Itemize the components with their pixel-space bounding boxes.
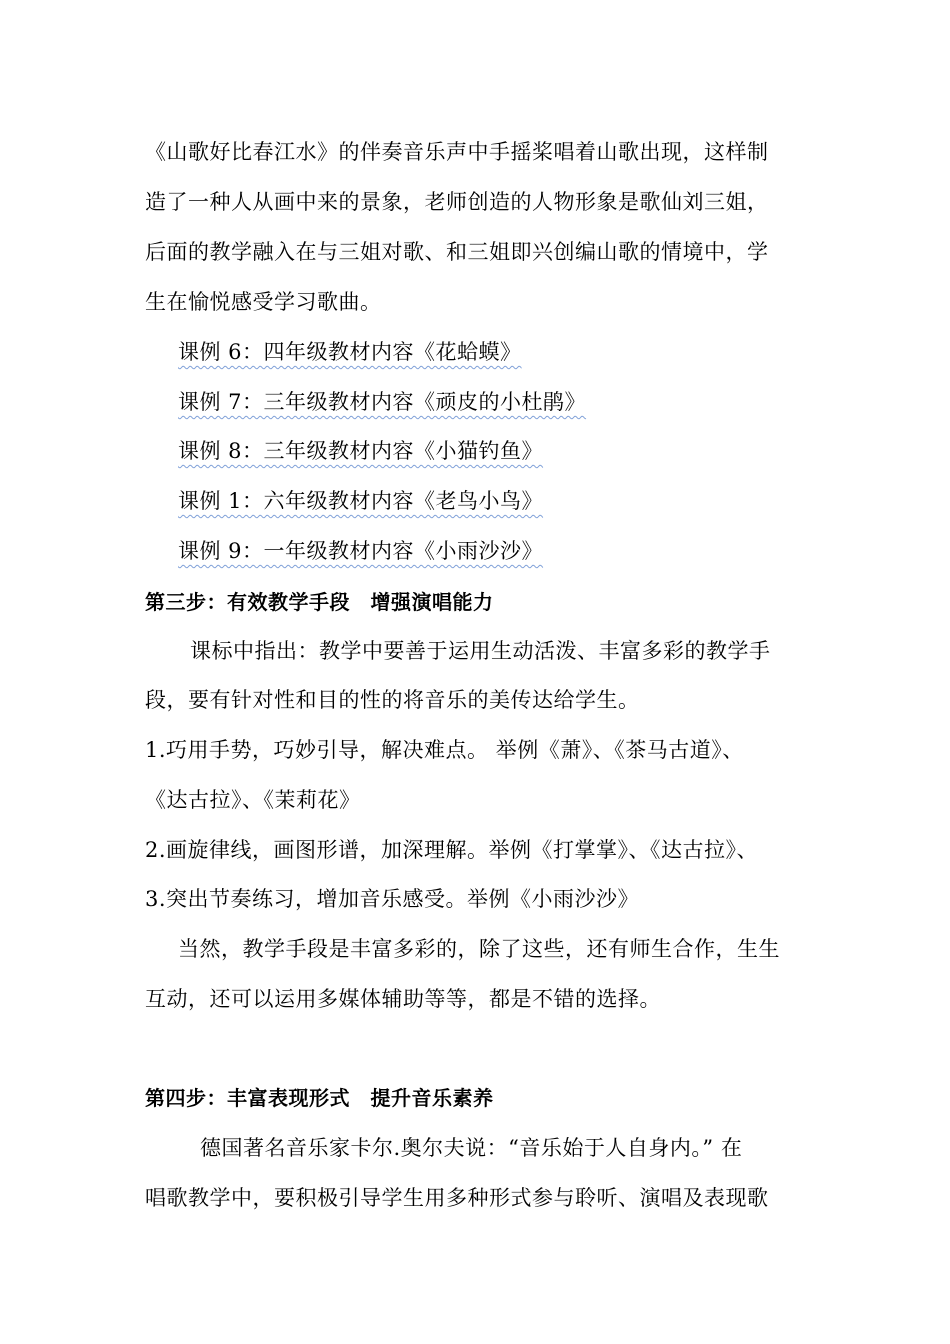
paragraph-line: 造了一种人从画中来的景象，老师创造的人物形象是歌仙刘三姐， — [145, 190, 769, 214]
lesson-text: 课例 8：三年级教材内容《小猫钓鱼》 — [178, 439, 544, 463]
paragraph-line: 段，要有针对性和目的性的将音乐的美传达给学生。 — [145, 688, 640, 712]
paragraph-line: 德国著名音乐家卡尔.奥尔夫说：“音乐始于人自身内。” 在 — [200, 1136, 743, 1160]
section-heading-step3: 第三步：有效教学手段 增强演唱能力 — [145, 590, 494, 614]
lesson-item — [178, 437, 843, 465]
lesson-text: 课例 6：四年级教材内容《花蛤蟆》 — [178, 340, 522, 364]
paragraph-line: 互动，还可以运用多媒体辅助等等，都是不错的选择。 — [145, 987, 661, 1011]
lesson-text: 课例 7：三年级教材内容《顽皮的小杜鹃》 — [178, 390, 587, 414]
lesson-text: 课例 9：一年级教材内容《小雨沙沙》 — [178, 539, 544, 563]
lesson-item — [178, 537, 843, 565]
paragraph-line: 唱歌教学中，要积极引导学生用多种形式参与聆听、演唱及表现歌 — [145, 1186, 769, 1210]
paragraph-line: 《山歌好比春江水》的伴奏音乐声中手摇桨唱着山歌出现，这样制 — [145, 140, 769, 164]
paragraph-line: 课标中指出：教学中要善于运用生动活泼、丰富多彩的教学手 — [190, 639, 771, 663]
lesson-text: 课例 1：六年级教材内容《老鸟小鸟》 — [178, 489, 544, 513]
lesson-item — [178, 388, 843, 416]
paragraph-line: 当然，教学手段是丰富多彩的，除了这些，还有师生合作，生生 — [178, 937, 780, 961]
list-item: 2.画旋律线，画图形谱，加深理解。举例《打掌掌》、《达古拉》、 — [145, 838, 759, 862]
list-item: 3.突出节奏练习，增加音乐感受。举例《小雨沙沙》 — [145, 887, 640, 911]
lesson-item — [178, 487, 843, 515]
paragraph-line: 生在愉悦感受学习歌曲。 — [145, 290, 382, 314]
lesson-item — [178, 338, 843, 366]
list-item: 1.巧用手势，巧妙引导，解决难点。 举例《萧》、《茶马古道》、 — [145, 738, 744, 762]
section-heading-step4: 第四步：丰富表现形式 提升音乐素养 — [145, 1086, 494, 1110]
paragraph-line: 后面的教学融入在与三姐对歌、和三姐即兴创编山歌的情境中，学 — [145, 240, 769, 264]
list-item: 《达古拉》、《茉莉花》 — [145, 788, 361, 812]
